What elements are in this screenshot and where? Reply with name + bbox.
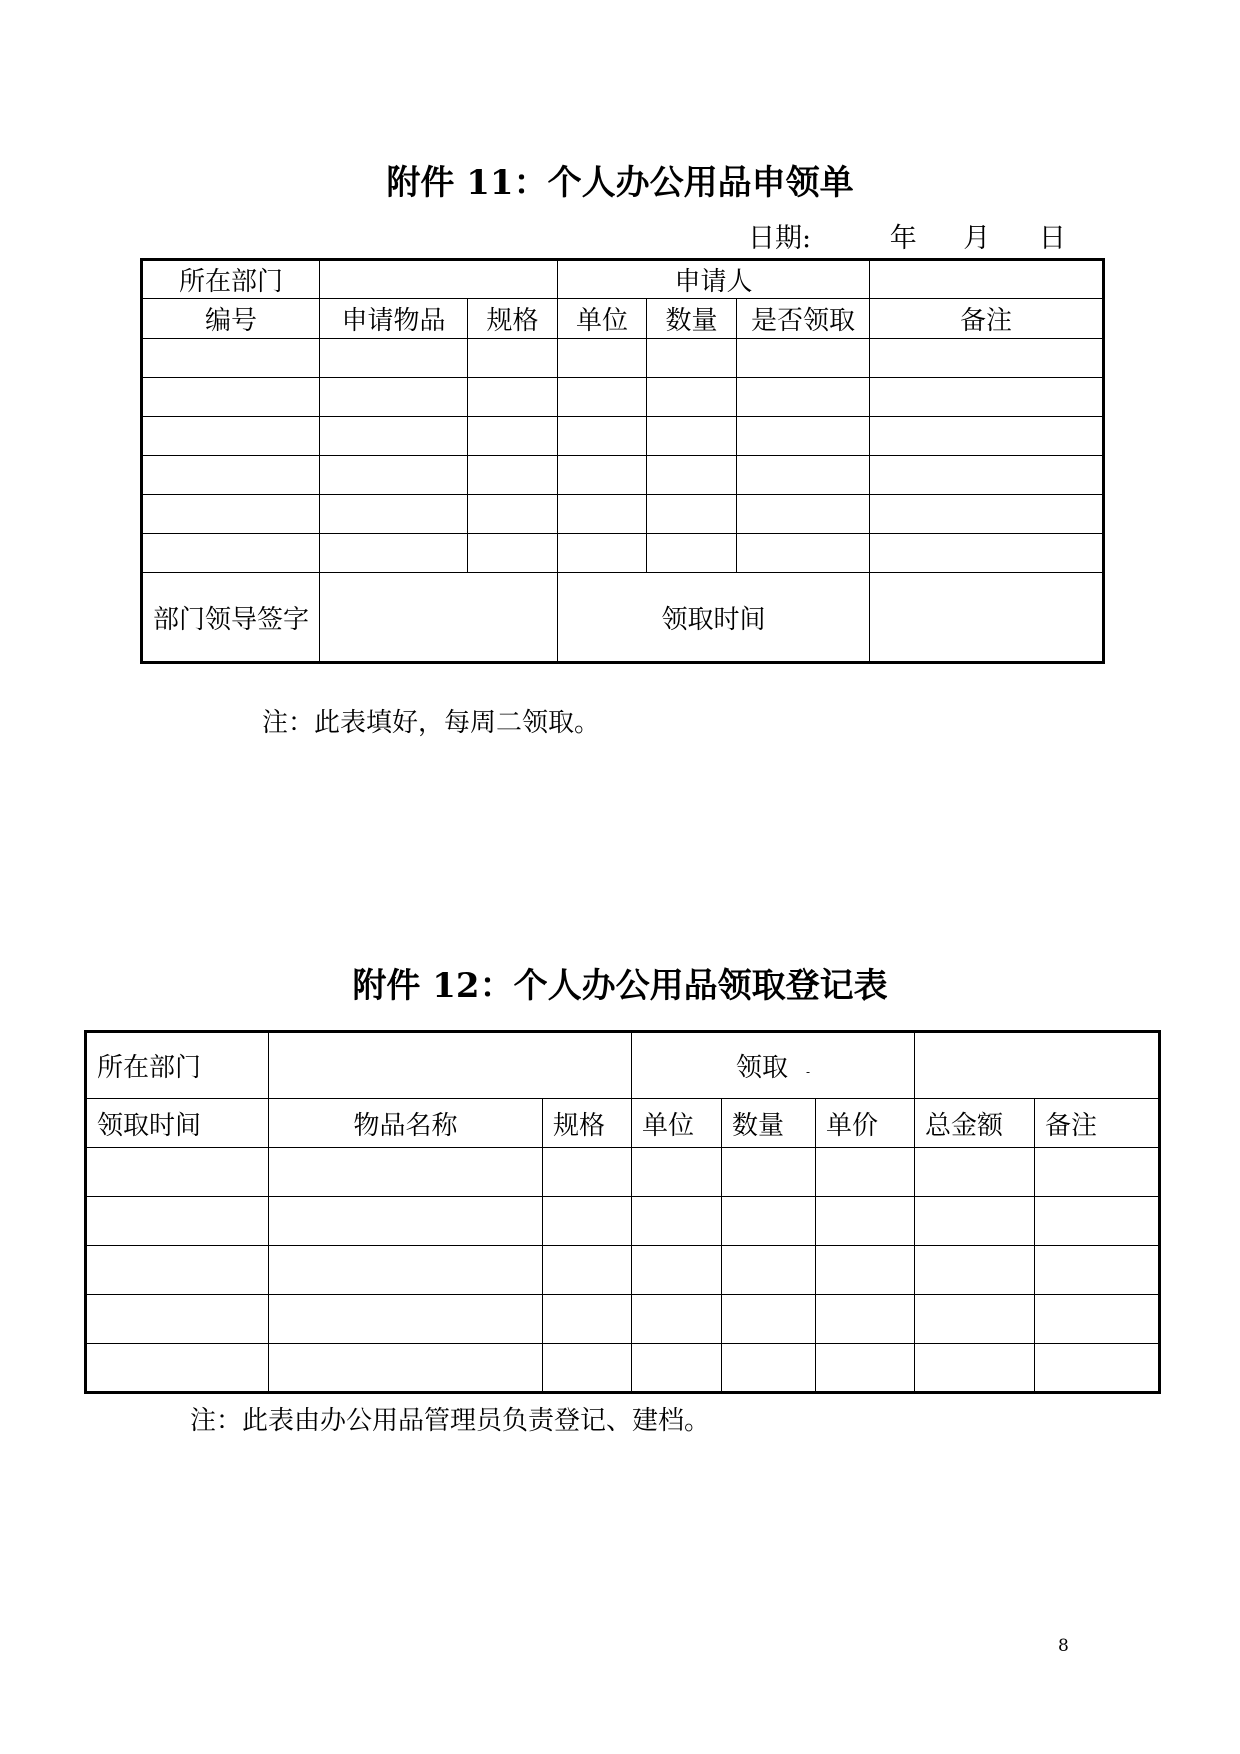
- table-cell[interactable]: [269, 1148, 543, 1197]
- table-cell[interactable]: [647, 495, 737, 534]
- table-cell[interactable]: [816, 1295, 915, 1344]
- table-cell[interactable]: [632, 1148, 722, 1197]
- table-cell[interactable]: [543, 1197, 632, 1246]
- table-cell[interactable]: [737, 456, 870, 495]
- table-row: [142, 534, 1104, 573]
- table-row: [86, 1344, 1160, 1393]
- table-row: [86, 1032, 1160, 1099]
- table-cell[interactable]: [468, 417, 558, 456]
- table-cell[interactable]: [86, 1344, 269, 1393]
- header-cell: 领取时间: [86, 1099, 269, 1148]
- leader-sign-label: 部门领导签字: [142, 573, 320, 663]
- table-cell[interactable]: [543, 1148, 632, 1197]
- table-cell[interactable]: [915, 1344, 1035, 1393]
- applicant-label: 申请人: [558, 260, 870, 299]
- table-cell[interactable]: [737, 417, 870, 456]
- table-cell[interactable]: [269, 1197, 543, 1246]
- dept-label: 所在部门: [142, 260, 320, 299]
- table-cell[interactable]: [647, 417, 737, 456]
- page-number: 8: [1058, 1636, 1069, 1656]
- table-cell[interactable]: [816, 1246, 915, 1295]
- header-row: [142, 299, 1104, 339]
- table-cell[interactable]: [86, 1148, 269, 1197]
- form-11-note: 注：此表填好，每周二领取。: [262, 708, 601, 738]
- form-12-note: 注：此表由办公用品管理员负责登记、建档。: [190, 1406, 711, 1436]
- table-cell[interactable]: [870, 456, 1104, 495]
- table-cell[interactable]: [1035, 1197, 1160, 1246]
- supply-request-form-table: [140, 258, 1105, 664]
- table-row: [142, 495, 1104, 534]
- table-cell[interactable]: [320, 417, 468, 456]
- receiver-mark: -: [805, 1065, 811, 1079]
- receiver-field[interactable]: [915, 1032, 1160, 1099]
- table-cell[interactable]: [816, 1197, 915, 1246]
- table-cell[interactable]: [558, 495, 647, 534]
- table-cell[interactable]: [558, 534, 647, 573]
- table-cell[interactable]: [142, 339, 320, 378]
- table-cell[interactable]: [632, 1197, 722, 1246]
- table-cell[interactable]: [86, 1246, 269, 1295]
- date-month: 月: [963, 223, 991, 254]
- header-cell: 规格: [468, 299, 558, 339]
- table-row: [142, 378, 1104, 417]
- table-cell[interactable]: [647, 534, 737, 573]
- table-cell[interactable]: [870, 417, 1104, 456]
- table-cell[interactable]: [647, 339, 737, 378]
- table-cell[interactable]: [870, 339, 1104, 378]
- header-cell: 单价: [816, 1099, 915, 1148]
- table-cell[interactable]: [558, 378, 647, 417]
- dept-field[interactable]: [320, 260, 558, 299]
- table-cell[interactable]: [468, 378, 558, 417]
- table-cell[interactable]: [142, 417, 320, 456]
- leader-sign-field[interactable]: [320, 573, 558, 663]
- receiver-label: 领取: [735, 1053, 788, 1083]
- table-cell[interactable]: [647, 456, 737, 495]
- table-cell[interactable]: [269, 1295, 543, 1344]
- table-cell[interactable]: [320, 378, 468, 417]
- table-cell[interactable]: [915, 1246, 1035, 1295]
- date-line: [748, 216, 1066, 255]
- date-year: 年: [889, 223, 917, 254]
- table-cell[interactable]: [722, 1246, 816, 1295]
- table-cell[interactable]: [647, 378, 737, 417]
- header-cell: 备注: [870, 299, 1104, 339]
- header-cell: 单位: [632, 1099, 722, 1148]
- signature-row: [142, 573, 1104, 663]
- table-cell[interactable]: [1035, 1246, 1160, 1295]
- dept-field[interactable]: [269, 1032, 632, 1099]
- table-cell[interactable]: [468, 456, 558, 495]
- table-cell[interactable]: [558, 417, 647, 456]
- table-cell[interactable]: [870, 378, 1104, 417]
- table-row: [142, 417, 1104, 456]
- table-cell[interactable]: [632, 1344, 722, 1393]
- form-11-title: 附件 11：个人办公用品申领单: [386, 163, 854, 203]
- header-cell: 单位: [558, 299, 647, 339]
- table-cell[interactable]: [737, 495, 870, 534]
- table-cell[interactable]: [468, 495, 558, 534]
- supply-pickup-register-table: [84, 1030, 1161, 1394]
- table-cell[interactable]: [468, 339, 558, 378]
- header-cell: 总金额: [915, 1099, 1035, 1148]
- table-cell[interactable]: [722, 1148, 816, 1197]
- header-cell: 是否领取: [737, 299, 870, 339]
- table-cell[interactable]: [632, 1295, 722, 1344]
- table-cell[interactable]: [722, 1197, 816, 1246]
- table-cell[interactable]: [142, 378, 320, 417]
- table-cell[interactable]: [86, 1197, 269, 1246]
- table-cell[interactable]: [558, 339, 647, 378]
- table-cell[interactable]: [816, 1344, 915, 1393]
- table-cell[interactable]: [468, 534, 558, 573]
- table-cell[interactable]: [1035, 1148, 1160, 1197]
- table-row: [86, 1197, 1160, 1246]
- table-cell[interactable]: [915, 1295, 1035, 1344]
- table-cell[interactable]: [737, 378, 870, 417]
- table-cell[interactable]: [737, 534, 870, 573]
- table-cell[interactable]: [870, 534, 1104, 573]
- table-row: [142, 456, 1104, 495]
- table-cell[interactable]: [1035, 1295, 1160, 1344]
- table-cell[interactable]: [915, 1197, 1035, 1246]
- table-cell[interactable]: [142, 534, 320, 573]
- table-cell[interactable]: [722, 1344, 816, 1393]
- header-cell: 物品名称: [269, 1099, 543, 1148]
- table-row: [86, 1246, 1160, 1295]
- pickup-time-field[interactable]: [870, 573, 1104, 663]
- header-cell: 编号: [142, 299, 320, 339]
- dept-label: 所在部门: [86, 1032, 269, 1099]
- pickup-time-label: 领取时间: [558, 573, 870, 663]
- header-cell: 数量: [722, 1099, 816, 1148]
- header-cell: 备注: [1035, 1099, 1160, 1148]
- table-row: [86, 1295, 1160, 1344]
- applicant-field[interactable]: [870, 260, 1104, 299]
- header-row: [86, 1099, 1160, 1148]
- table-cell[interactable]: [543, 1295, 632, 1344]
- table-cell[interactable]: [737, 339, 870, 378]
- receiver-label-cell: [632, 1032, 915, 1099]
- table-cell[interactable]: [543, 1246, 632, 1295]
- table-cell[interactable]: [142, 456, 320, 495]
- table-cell[interactable]: [915, 1148, 1035, 1197]
- table-cell[interactable]: [269, 1246, 543, 1295]
- header-cell: 数量: [647, 299, 737, 339]
- table-cell[interactable]: [142, 495, 320, 534]
- table-row: [142, 260, 1104, 299]
- table-cell[interactable]: [269, 1344, 543, 1393]
- date-day: 日: [1038, 223, 1066, 254]
- table-row: [86, 1148, 1160, 1197]
- date-label: 日期:: [748, 223, 812, 254]
- table-cell[interactable]: [320, 534, 468, 573]
- header-cell: 申请物品: [320, 299, 468, 339]
- table-cell[interactable]: [543, 1344, 632, 1393]
- table-cell[interactable]: [816, 1148, 915, 1197]
- table-cell[interactable]: [558, 456, 647, 495]
- table-cell[interactable]: [320, 495, 468, 534]
- header-cell: 规格: [543, 1099, 632, 1148]
- table-cell[interactable]: [722, 1295, 816, 1344]
- table-cell[interactable]: [632, 1246, 722, 1295]
- form-12-title: 附件 12：个人办公用品领取登记表: [352, 966, 888, 1006]
- table-cell[interactable]: [320, 339, 468, 378]
- table-cell[interactable]: [1035, 1344, 1160, 1393]
- table-cell[interactable]: [320, 456, 468, 495]
- table-cell[interactable]: [870, 495, 1104, 534]
- table-row: [142, 339, 1104, 378]
- table-cell[interactable]: [86, 1295, 269, 1344]
